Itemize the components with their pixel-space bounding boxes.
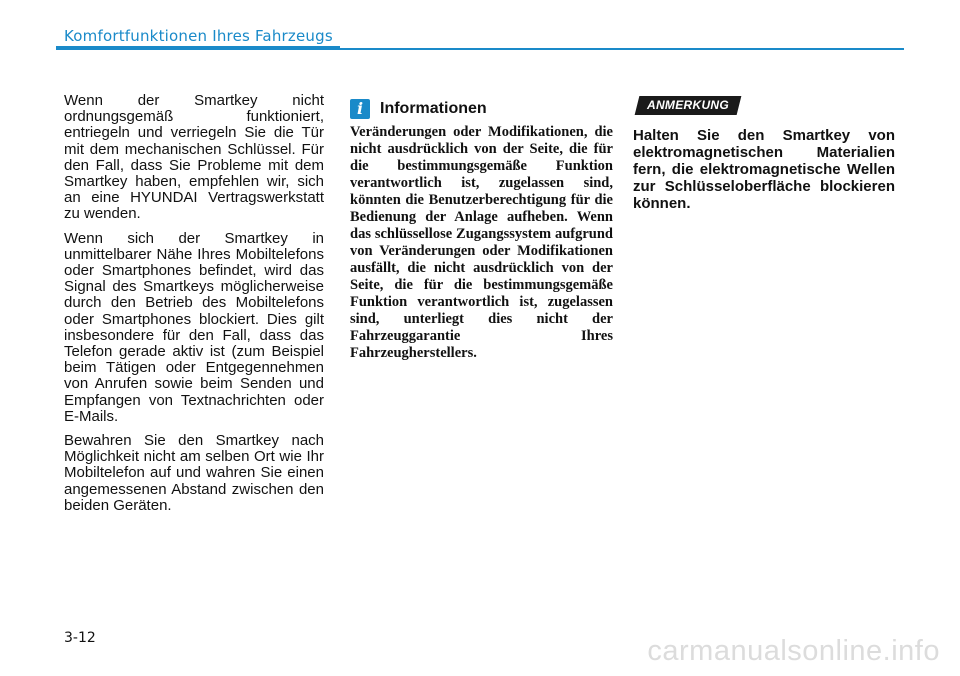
note-badge xyxy=(635,96,742,115)
info-text: Veränderungen oder Modifikationen, die nicht ausdrücklich von der Seite, die für die bestimmungsgemäße Funktion verantwortlich ist, zugelassen sind, könnten die Benutzerberechtigung für die Bedienung der Anlage aufheben. Wenn das schlüssellose Zugangssystem aufgrund von Veränderungen oder Modifikationen ausfällt, die nicht ausdrücklich von der Seite, die für die bestimmungsgemäße Funktion verantwortlich ist, zugelassen sind, unterliegt dies nicht der Fahrzeuggarantie Ihres Fahrzeugherstellers. xyxy=(350,124,613,361)
section-title: Komfortfunktionen Ihres Fahrzeugs xyxy=(64,27,333,45)
paragraph-1: Wenn der Smartkey nicht ordnungsgemäß funktioniert, entriegeln und verriegeln Sie die Tür mit dem mechanischen Schlüssel. Für den Fall, dass Sie Probleme mit dem Smartkey haben, empfehlen wir, sich an eine HYUNDAI Vertragswerkstatt zu wenden. xyxy=(64,92,324,223)
left-column xyxy=(64,93,324,522)
note-box xyxy=(633,96,895,212)
note-text: Halten Sie den Smartkey von elektromagnetischen Materialien fern, die elektromagnetische Wellen zur Schlüsseloberfläche blockieren können. xyxy=(633,127,895,212)
info-title: Informationen xyxy=(380,100,487,117)
watermark: carmanualsonline.info xyxy=(647,635,940,667)
info-box xyxy=(350,96,613,362)
paragraph-2: Wenn sich der Smartkey in unmittelbarer Nähe Ihres Mobiltelefons oder Smartphones befindet, wird das Signal des Smartkeys möglicherweise durch den Betrieb des Mobiltelefons oder Smartphones blockiert. Dies gilt insbesondere für den Fall, dass das Telefon gerade aktiv ist (zum Beispiel beim Tätigen oder Entgegennehmen von Anrufen sowie beim Senden und Empfangen von Textnachrichten oder E-Mails. xyxy=(64,229,324,425)
page-number: 3-12 xyxy=(64,630,96,646)
info-header xyxy=(350,96,613,122)
note-badge-label: ANMERKUNG xyxy=(647,98,730,112)
header-divider-line xyxy=(340,48,904,50)
paragraph-3: Bewahren Sie den Smartkey nach Möglichkeit nicht am selben Ort wie Ihr Mobiltelefon auf und wahren Sie einen angemessenen Abstand zwischen den beiden Geräten. xyxy=(64,432,324,514)
info-icon: i xyxy=(350,99,370,119)
header-accent-bar xyxy=(56,46,340,50)
